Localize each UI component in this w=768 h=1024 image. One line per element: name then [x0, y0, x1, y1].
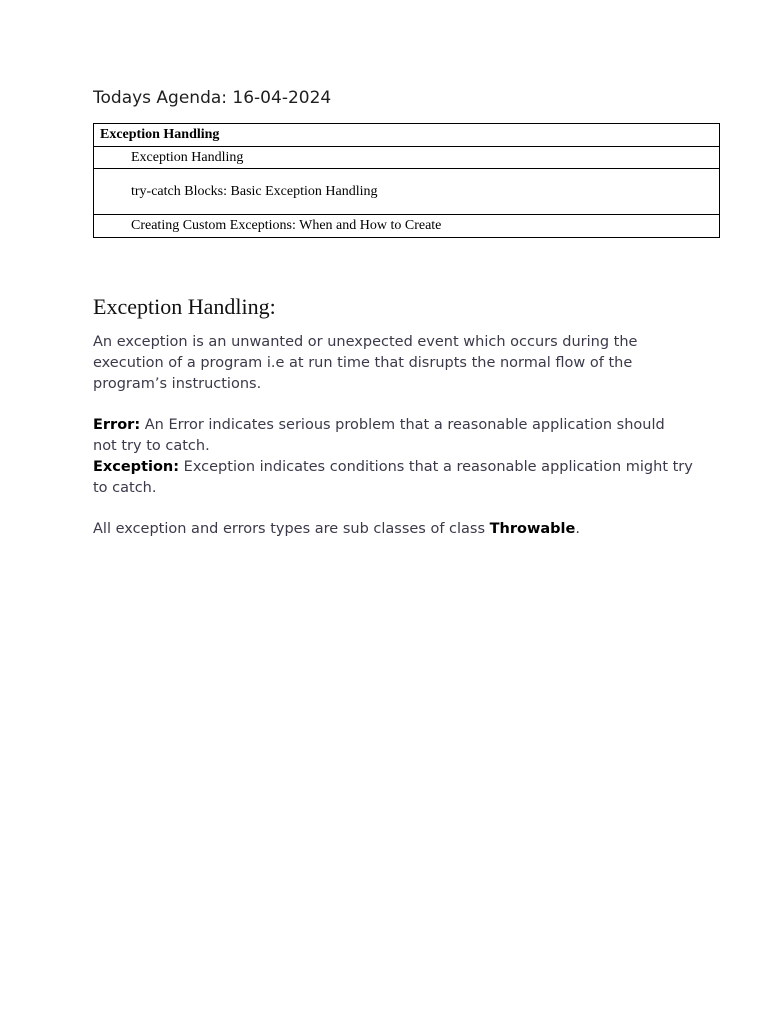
- throwable-prefix: All exception and errors types are sub classes of class: [93, 521, 490, 537]
- table-cell: try-catch Blocks: Basic Exception Handling: [94, 169, 720, 215]
- error-label: Error:: [93, 417, 141, 433]
- table-header: Exception Handling: [94, 124, 720, 147]
- error-description: An Error indicates serious problem that a reasonable application should not try to catch.: [93, 417, 665, 454]
- error-paragraph: [93, 415, 693, 457]
- throwable-paragraph: [93, 519, 693, 540]
- agenda-heading: Todays Agenda: 16-04-2024: [93, 88, 332, 108]
- throwable-keyword: Throwable: [489, 521, 576, 537]
- table-cell: Exception Handling: [94, 147, 720, 169]
- exception-paragraph: [93, 457, 693, 499]
- intro-paragraph: An exception is an unwanted or unexpected event which occurs during the execution of a program i.e at run time that disrupts the normal flow of the program’s instructions.: [93, 334, 638, 392]
- table-header-row: [94, 124, 720, 147]
- agenda-table: [93, 123, 720, 238]
- exception-description: Exception indicates conditions that a reasonable application might try to catch.: [93, 459, 693, 496]
- table-row: [94, 169, 720, 215]
- table-row: [94, 215, 720, 238]
- exception-label: Exception:: [93, 459, 180, 475]
- section-title: Exception Handling:: [93, 294, 276, 319]
- table-cell: Creating Custom Exceptions: When and How to Create: [94, 215, 720, 238]
- throwable-suffix: .: [575, 521, 580, 537]
- table-row: [94, 147, 720, 169]
